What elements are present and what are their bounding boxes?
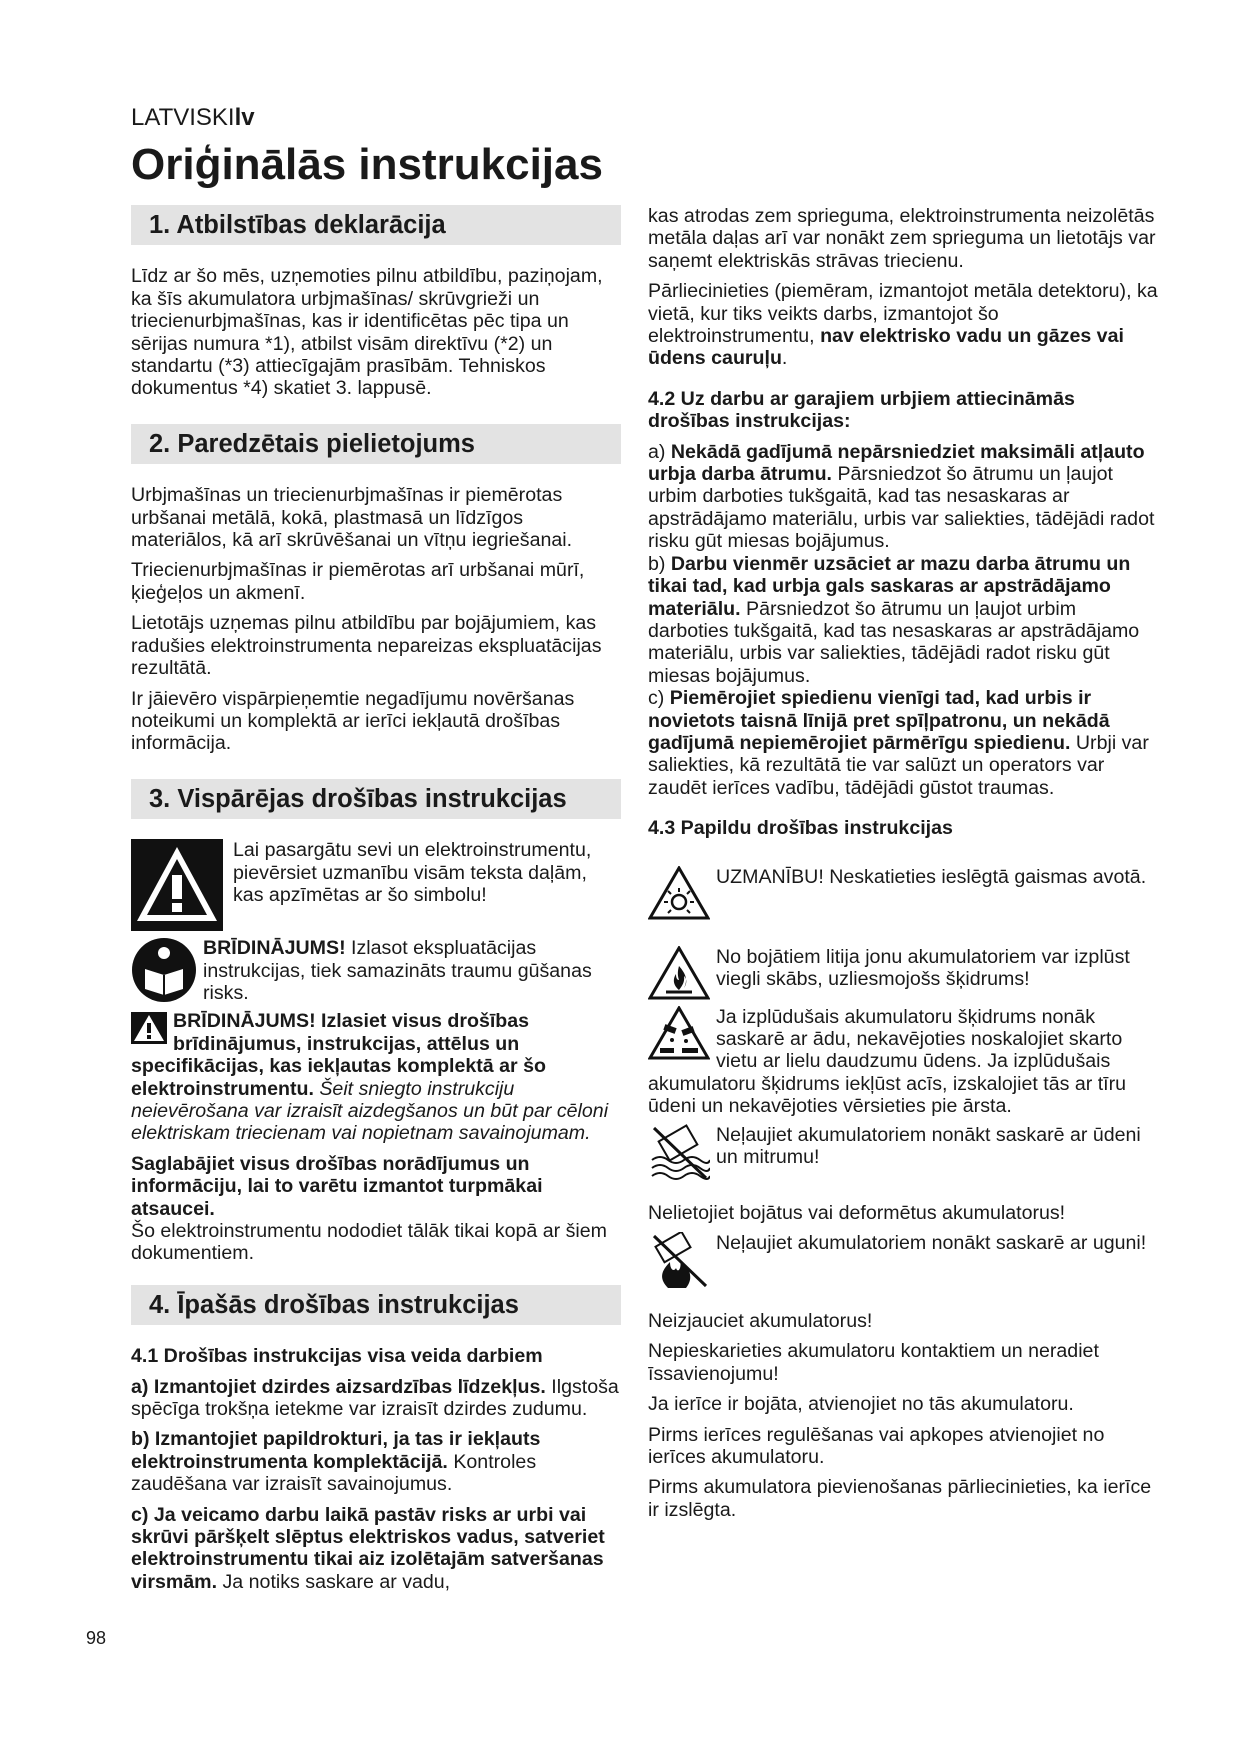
language-label: LATVISKIlv [131,104,255,131]
section-heading-1: 1. Atbilstības deklarācija [131,205,621,245]
corrosive-warning-icon [648,1006,710,1060]
section-heading-4: 4. Īpašās drošības instrukcijas [131,1285,621,1325]
nofire-text: Neļaujiet akumulatoriem nonākt saskarē ar uguni! [716,1232,1147,1254]
read-manual-text: BRĪDINĀJUMS! Izlasot ekspluatācijas instrukcijas, tiek samazināts traumu gūšanas risks. [203,937,592,1004]
left-column [131,205,621,1601]
no-fire-icon [648,1232,710,1290]
subheading: 4.3 Papildu drošības instrukcijas [648,817,953,840]
warning-paragraph: BRĪDINĀJUMS! Izlasiet visus drošības brīdinājumus, instrukcijas, attēlus un specifikācijas, kas iekļautas komplektā ar šo elektroinstrumentu. Šeit sniegto instrukciju neievērošana var izraisīt aizdegšanos un būt par cēloni elektriskam triecienam vai nopietnam savainojumam. [131,1010,609,1145]
warning-icon [131,839,223,931]
subheading: 4.2 Uz darbu ar garajiem urbjiem attiecināmās drošības instrukcijas: [648,387,1075,433]
subheading: 4.1 Drošības instrukcijas visa veida darbiem [131,1345,543,1368]
section-heading-2: 2. Paredzētais pielietojums [131,424,621,464]
paragraph: Ir jāievēro vispārpieņemtie negadījumu novēršanas noteikumi un komplektā ar ierīci iekļautā drošības informācija. [131,687,575,755]
read-manual-row [131,937,621,1004]
small-warning-icon [131,1012,167,1044]
paragraph: Triecienurbjmašīnas ir piemērotas arī urbšanai mūrī, ķieģeļos un akmenī. [131,559,585,604]
paragraph: Neizjauciet akumulatorus! [648,1310,873,1332]
fire-text: No bojātiem litija jonu akumulatoriem var izplūst viegli skābs, uzliesmojošs šķidrums! [716,945,1130,990]
paragraph: Ja ierīce ir bojāta, atvienojiet no tās akumulatoru. [648,1393,1074,1416]
section-heading-3: 3. Vispārējas drošības instrukcijas [131,779,621,819]
read-manual-icon [131,937,197,1003]
page-number: 98 [86,1628,107,1648]
page-title: Oriģinālās instrukcijas [131,140,603,189]
paragraph: Pirms akumulatora pievienošanas pārliecinieties, ka ierīce ir izslēgta. [648,1476,1152,1521]
paragraph: Līdz ar šo mēs, uzņemoties pilnu atbildību, paziņojam, ka šīs akumulatora urbjmašīnas/ skrūvgrieži un triecienurbjmašīnas, kas ir identificētas pēc tipa un sērijas numura *1), atbilst visām direktīvu (*2) un standartu (*3) attiecīgajām prasībām. Tehniskos dokumentus *4) skatiet 3. lappusē. [131,265,603,400]
fire-row [648,946,1158,1000]
warning-row [131,839,621,931]
water-text: Neļaujiet akumulatoriem nonākt saskarē ar ūdeni un mitrumu! [716,1123,1141,1168]
paragraph: b) Izmantojiet papildrokturi, ja tas ir iekļauts elektroinstrumenta komplektācijā. Kontroles zaudēšana var izraisīt savainojumus. [131,1428,541,1496]
paragraph: Pirms ierīces regulēšanas vai apkopes atvienojiet no ierīces akumulatoru. [648,1423,1105,1469]
acid-row [648,1006,1158,1118]
no-water-icon [648,1124,710,1182]
paragraph: Saglabājiet visus drošības norādījumus un informāciju, lai to varētu izmantot turpmākai atsaucei. Šo elektroinstrumentu nododiet tālāk tikai kopā ar šiem dokumentiem. [131,1152,607,1265]
paragraph: Nelietojiet bojātus vai deformētus akumulatorus! [648,1201,1066,1224]
paragraph: Urbjmašīnas un triecienurbjmašīnas ir piemērotas urbšanai metālā, kokā, plastmasā un līdzīgos materiālos, kā arī skrūvēšanai un vītņu iegriešanai. [131,484,573,552]
warning-text: Lai pasargātu sevi un elektroinstrumentu, pievērsiet uzmanību visām teksta daļām, kas apzīmētas ar šo simbolu! [233,839,592,906]
light-text: UZMANĪBU! Neskatieties ieslēgtā gaismas avotā. [716,865,1147,888]
water-row [648,1124,1158,1182]
light-warning-icon [648,866,710,920]
paragraph: c) Ja veicamo darbu laikā pastāv risks ar urbi vai skrūvi pāršķelt slēptus elektriskos vadus, satveriet elektroinstrumentu tikai aiz izolētajām satveršanas virsmām. Ja notiks saskare ar vadu, [131,1503,605,1593]
paragraph: a) Izmantojiet dzirdes aizsardzības līdzekļus. Ilgstoša spēcīga trokšņa ietekme var izraisīt dzirdes zudumu. [131,1375,619,1421]
paragraph: a) Nekādā gadījumā nepārsniedziet maksimāli atļauto urbja darba ātrumu. Pārsniedzot šo ātrumu un ļaujot urbim darboties tukšgaitā, kad tas nesaskaras ar apstrādājamo materiālu, urbis var saliekties, tādējādi radot risku gūt miesas bojājumus. [648,440,1155,553]
nofire-row [648,1232,1158,1290]
flammable-warning-icon [648,946,710,1000]
light-row [648,866,1158,920]
paragraph: kas atrodas zem sprieguma, elektroinstrumenta neizolētās metāla daļas arī var nonākt zem sprieguma un lietotājs var saņemt elektriskās strāvas triecienu. [648,205,1156,272]
paragraph: b) Darbu vienmēr uzsāciet ar mazu darba ātrumu un tikai tad, kad urbja gals saskaras ar apstrādājamo materiālu. Pārsniedzot šo ātrumu un ļaujot urbim darboties tukšgaitā, kad tas nesaskaras ar apstrādājamo materiālu, urbis var saliekties, tādējādi radot risku gūt miesas bojājumus. [648,552,1140,687]
paragraph: Nepieskarieties akumulatoru kontaktiem un neradiet īssavienojumu! [648,1340,1099,1385]
paragraph: Lietotājs uzņemas pilnu atbildību par bojājumiem, kas radušies elektroinstrumenta nepareizas ekspluatācijas rezultātā. [131,612,602,680]
paragraph: c) Piemērojiet spiedienu vienīgi tad, kad urbis ir novietots taisnā līnijā pret spīļpatronu, un nekādā gadījumā nepiemērojiet pārmērīgu spiedienu. Urbji var saliekties, kā rezultātā tie var salūzt un operators var zaudēt ierīces vadību, tādējādi gūstot traumas. [648,687,1149,799]
acid-text: Ja izplūdušais akumulatoru šķidrums nonāk saskarē ar ādu, nekavējoties noskalojiet skarto vietu ar lielu daudzumu ūdens. Ja izplūdušais akumulatoru šķidrums iekļūst acīs, izskalojiet tās ar tīru ūdeni un nekavējoties vērsieties pie ārsta. [648,1005,1127,1118]
paragraph: Pārliecinieties (piemēram, izmantojot metāla detektoru), ka vietā, kur tiks veikts darbs, izmantojot šo elektroinstrumentu, nav elektrisko vadu un gāzes vai ūdens cauruļu. [648,280,1158,370]
right-column [648,205,1158,1529]
